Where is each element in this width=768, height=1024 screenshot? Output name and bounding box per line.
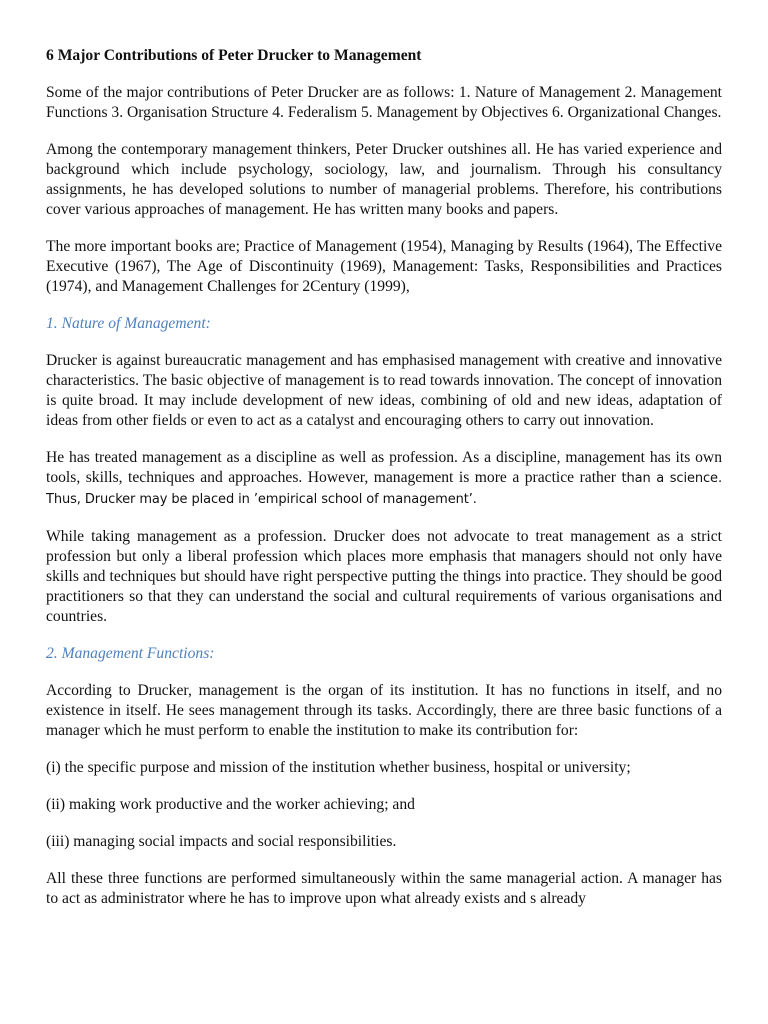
intro-paragraph: Some of the major contributions of Peter Drucker are as follows: 1. Nature of Management 2. Management Functions 3. Organisation Structure 4. Federalism 5. Management by Objectives 6. Organizational Changes. <box>46 84 722 121</box>
section-heading-management-functions: 2. Management Functions: <box>46 645 215 662</box>
nature-paragraph-3: While taking management as a profession. Drucker does not advocate to treat management as a strict profession but only a liberal profession which places more emphasis that managers should not only have skills and techniques but should have right perspective putting the things into practice. They should be good practitioners so that they can understand the social and cultural requirements of various organisations and countries. <box>46 528 722 625</box>
functions-list-item-3: (iii) managing social impacts and social responsibilities. <box>46 833 397 850</box>
functions-list-item-2: (ii) making work productive and the worker achieving; and <box>46 796 415 813</box>
nature-paragraph-1: Drucker is against bureaucratic management and has emphasised management with creative and innovative characteristics. The basic objective of management is to read towards innovation. The concept of innovation is quite broad. It may include development of new ideas, combining of old and new ideas, adaptation of ideas from other fields or even to act as a catalyst and encouraging others to carry out innovation. <box>46 352 722 429</box>
nature-paragraph-2-tail: than a science. Thus, Drucker may be placed in ’empirical school of management’. <box>46 471 722 507</box>
section-heading-nature-of-management: 1. Nature of Management: <box>46 315 211 332</box>
document-page <box>46 46 722 926</box>
functions-list-item-1: (i) the specific purpose and mission of the institution whether business, hospital or university; <box>46 759 631 776</box>
books-paragraph: The more important books are; Practice of Management (1954), Managing by Results (1964), The Effective Executive (1967), The Age of Discontinuity (1969), Management: Tasks, Responsibilities and Practices (1974), and Management Challenges for 2Century (1999), <box>46 238 722 295</box>
functions-paragraph-2: All these three functions are performed simultaneously within the same managerial action. A manager has to act as administrator where he has to improve upon what already exists and s already <box>46 870 722 907</box>
nature-paragraph-2 <box>46 448 722 510</box>
thinkers-paragraph: Among the contemporary management thinkers, Peter Drucker outshines all. He has varied experience and background which include psychology, sociology, law, and journalism. Through his consultancy assignments, he has developed solutions to number of managerial problems. Therefore, his contributions cover various approaches of management. He has written many books and papers. <box>46 141 722 218</box>
nature-paragraph-2-main: He has treated management as a discipline as well as profession. As a discipline, management has its own tools, skills, techniques and approaches. However, management is more a practice rather <box>46 449 722 486</box>
document-title: 6 Major Contributions of Peter Drucker to Management <box>46 47 422 64</box>
functions-paragraph-1: According to Drucker, management is the organ of its institution. It has no functions in itself, and no existence in itself. He sees management through its tasks. Accordingly, there are three basic functions of a manager which he must perform to enable the institution to make its contribution for: <box>46 682 722 739</box>
